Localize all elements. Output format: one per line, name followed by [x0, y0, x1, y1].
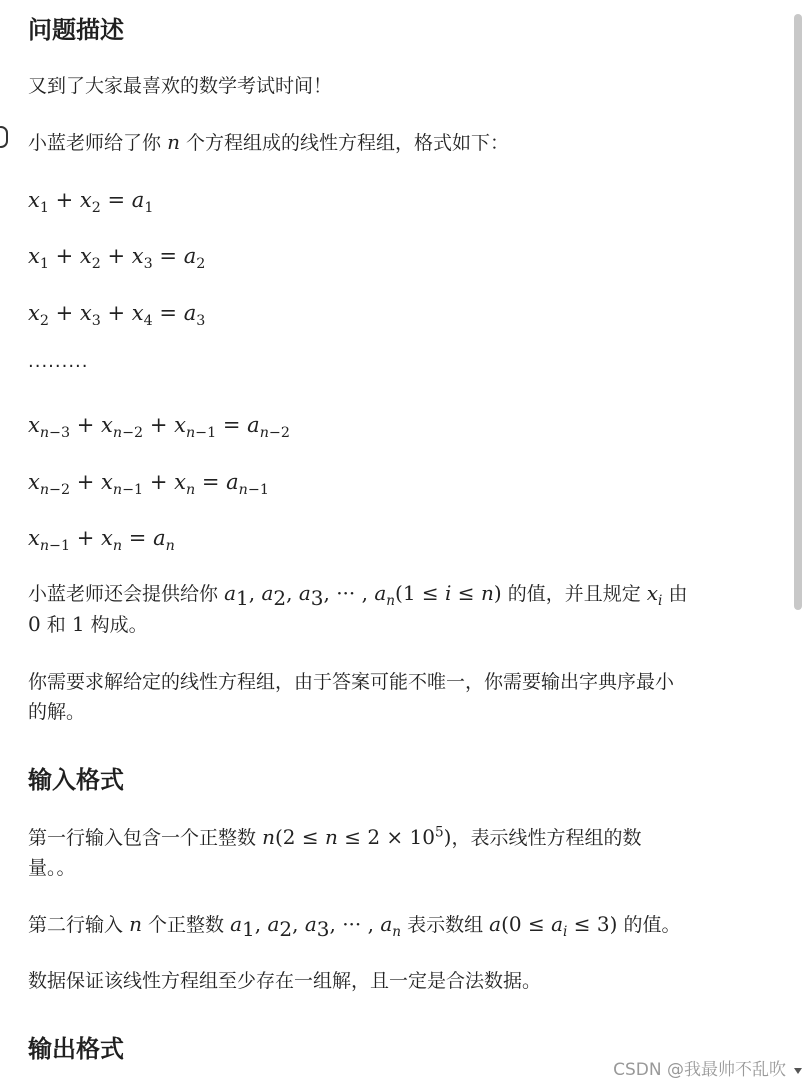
- scrollbar-thumb[interactable]: [794, 14, 802, 610]
- values-paragraph: 小蓝老师还会提供给你 $a_1$, $a_2$, $a_3$, ··· , $a_n(1 \le i \le n)$ 的值，并且规定 $x_i$ 由 0 和 1 构成。: [28, 581, 688, 636]
- equation-n: $x_{n-1} + x_n = a_n$: [28, 526, 175, 555]
- statement-text: 小蓝老师给了你 n 个方程组成的线性方程组，格式如下：: [28, 130, 510, 154]
- input-paragraph-2: 第二行输入 n 个正整数 $a_1$, $a_2$, $a_3$, ··· , $a_n$ 表示数组 $a(0 \le a_i \le 3)$ 的值。: [28, 912, 681, 941]
- heading-input: 输入格式: [28, 766, 124, 794]
- equation-ellipsis: ·········: [28, 356, 89, 377]
- heading-output: 输出格式: [28, 1035, 124, 1063]
- heading-problem: 问题描述: [28, 16, 124, 44]
- equation-2: $x_1 + x_2 + x_3 = a_2$: [28, 244, 206, 273]
- left-edge-handle: [0, 126, 8, 148]
- equation-n-1: $x_{n-2} + x_{n-1} + x_n = a_{n-1}$: [28, 470, 269, 499]
- scroll-down-arrow-icon[interactable]: [794, 1068, 802, 1074]
- intro-text: 又到了大家最喜欢的数学考试时间！: [28, 75, 333, 97]
- solve-paragraph: 你需要求解给定的线性方程组，由于答案可能不唯一，你需要输出字典序最小 的解。: [28, 671, 675, 723]
- equation-3: $x_2 + x_3 + x_4 = a_3$: [28, 301, 206, 330]
- watermark: CSDN @我最帅不乱吹: [613, 1060, 786, 1080]
- equation-n-2: $x_{n-3} + x_{n-2} + x_{n-1} = a_{n-2}$: [28, 413, 290, 442]
- input-paragraph-1: 第一行输入包含一个正整数 $n(2 \le n \le 2 \times 10^5)$，表示线性方程组的数 量。。: [28, 824, 642, 879]
- guarantee-text: 数据保证该线性方程组至少存在一组解，且一定是合法数据。: [28, 970, 542, 992]
- equation-1: $x_1 + x_2 = a_1$: [28, 188, 154, 217]
